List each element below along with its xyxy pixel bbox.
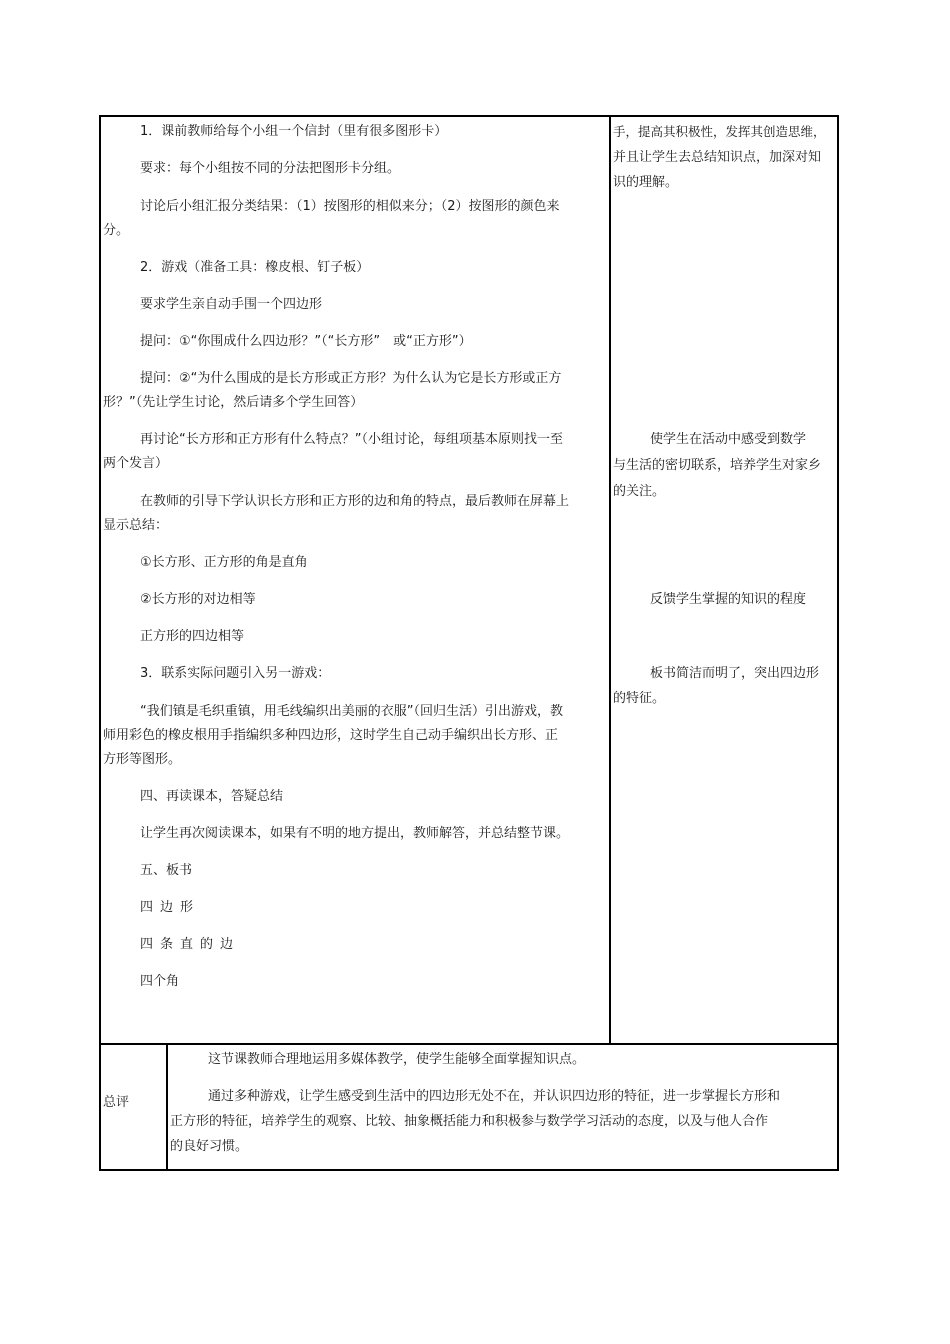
text-line: 在教师的引导下学认识长方形和正方形的边和角的特点，最后教师在屏幕上: [140, 494, 570, 509]
text-line: 要求学生亲自动手围一个四边形: [140, 297, 323, 312]
text-line: ②长方形的对边相等: [140, 592, 256, 607]
text-line: 正方形的四边相等: [140, 629, 245, 644]
text-line: 五、板书: [140, 863, 193, 878]
text-line: 提问：①“你围成什么四边形？”（“长方形” 或“正方形”）: [140, 334, 472, 349]
blackboard-title: 四边形: [140, 900, 201, 915]
summary-line: 这节课教师合理地运用多媒体教学，使学生能够全面掌握知识点。: [208, 1052, 586, 1067]
text-line: 要求：每个小组按不同的分法把图形卡分组。: [140, 161, 401, 176]
text-line: “我们镇是毛织重镇，用毛线编织出美丽的衣服”（回归生活）引出游戏，教: [140, 704, 563, 719]
text-line: 讨论后小组汇报分类结果：（1）按图形的相似来分；（2）按图形的颜色来: [140, 199, 560, 214]
note-line: 手，提高其积极性，发挥其创造思维，: [613, 124, 826, 139]
blackboard-line: 四条直的边: [140, 937, 241, 952]
text-line: 显示总结：: [103, 518, 169, 533]
text-line: 2．游戏（准备工具：橡皮根、钉子板）: [140, 260, 370, 275]
text-line: 让学生再次阅读课本，如果有不明的地方提出，教师解答，并总结整节课。: [140, 826, 570, 841]
text-line: 提问：②“为什么围成的是长方形或正方形？为什么认为它是长方形或正方: [140, 371, 562, 386]
text-line: 两个发言）: [103, 456, 169, 471]
note-line: 识的理解。: [613, 175, 679, 190]
summary-line: 通过多种游戏，让学生感受到生活中的四边形无处不在，并认识四边形的特征，进一步掌握长方形和: [208, 1089, 781, 1104]
summary-label: 总评: [103, 1095, 130, 1110]
text-line: 分。: [103, 223, 130, 238]
note-line: 使学生在活动中感受到数学: [650, 432, 807, 447]
text-line: 师用彩色的橡皮根用手指编织多种四边形，这时学生自己动手编织出长方形、正: [103, 728, 559, 743]
lesson-table: [99, 115, 839, 1045]
text-line: 3．联系实际问题引入另一游戏：: [140, 666, 331, 681]
blackboard-line: 四个角: [140, 974, 180, 989]
summary-divider: [166, 1043, 168, 1171]
note-line: 反馈学生掌握的知识的程度: [650, 592, 807, 607]
summary-line: 正方形的特征，培养学生的观察、比较、抽象概括能力和积极参与数学学习活动的态度，以及与他人合作: [170, 1114, 769, 1129]
note-line: 的特征。: [613, 691, 666, 706]
text-line: 四、再读课本，答疑总结: [140, 789, 284, 804]
note-line: 与生活的密切联系，培养学生对家乡: [613, 458, 822, 473]
text-line: ①长方形、正方形的角是直角: [140, 555, 308, 570]
note-line: 的关注。: [613, 484, 666, 499]
summary-line: 的良好习惯。: [170, 1139, 249, 1154]
text-line: 1．课前教师给每个小组一个信封（里有很多图形卡）: [140, 124, 448, 139]
note-line: 板书简洁而明了，突出四边形: [650, 666, 820, 681]
text-line: 方形等图形。: [103, 752, 182, 767]
text-line: 再讨论“长方形和正方形有什么特点？”（小组讨论，每组项基本原则找一至: [140, 432, 563, 447]
column-divider: [609, 115, 611, 1045]
text-line: 形？”（先让学生讨论，然后请多个学生回答）: [103, 395, 364, 410]
note-line: 并且让学生去总结知识点，加深对知: [613, 150, 822, 165]
